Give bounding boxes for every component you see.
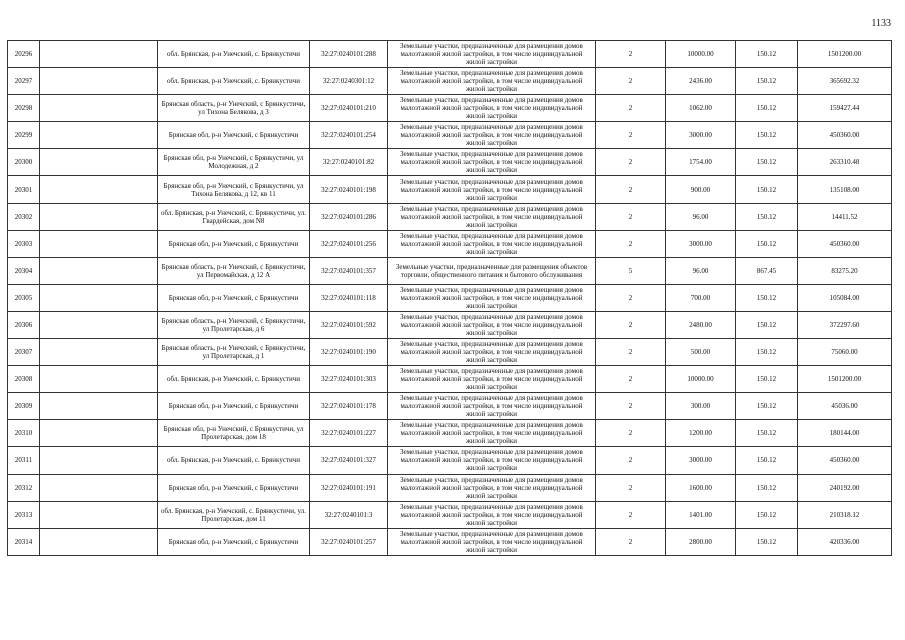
cadastral-number-cell: 32:27:0240101:198: [310, 176, 388, 203]
area-cell: 3000.00: [666, 122, 736, 149]
spacer-cell: [40, 95, 158, 122]
group-code-cell: 2: [596, 311, 666, 338]
page-number: 1133: [871, 18, 891, 29]
land-use-cell: Земельные участки, предназначенные для размещения домов малоэтажной жилой застройки, в том числе индивидуальной жилой застройки: [388, 68, 596, 95]
area-cell: 2436.00: [666, 68, 736, 95]
rate-cell: 150.12: [736, 230, 798, 257]
table-row: [8, 474, 892, 501]
table-row: [8, 176, 892, 203]
address-cell: Брянская обл, р-н Унечский, с Брянкустичи, ул Тихона Белякова, д 12, кв 11: [158, 176, 310, 203]
address-cell: Брянская обл, р-н Унечский, с Брянкустичи, ул Молодежная, д 2: [158, 149, 310, 176]
cadastral-value-cell: 450360.00: [798, 447, 892, 474]
group-code-cell: 2: [596, 230, 666, 257]
rate-cell: 150.12: [736, 149, 798, 176]
rate-cell: 150.12: [736, 420, 798, 447]
spacer-cell: [40, 176, 158, 203]
table-row: [8, 311, 892, 338]
area-cell: 3000.00: [666, 447, 736, 474]
table-row: [8, 149, 892, 176]
area-cell: 96.00: [666, 257, 736, 284]
rate-cell: 867.45: [736, 257, 798, 284]
cadastral-value-cell: 240192.00: [798, 474, 892, 501]
table-row: [8, 203, 892, 230]
address-cell: Брянская область, р-н Унечский, с Брянкустичи, ул Тихона Белякова, д 3: [158, 95, 310, 122]
area-cell: 1401.00: [666, 501, 736, 528]
rate-cell: 150.12: [736, 393, 798, 420]
address-cell: обл. Брянская, р-н Унечский, с. Брянкустичи: [158, 366, 310, 393]
area-cell: 3000.00: [666, 230, 736, 257]
record-number-cell: 20305: [8, 284, 40, 311]
cadastral-value-cell: 365692.32: [798, 68, 892, 95]
rate-cell: 150.12: [736, 311, 798, 338]
spacer-cell: [40, 339, 158, 366]
rate-cell: 150.12: [736, 284, 798, 311]
cadastral-number-cell: 32:27:0240101:256: [310, 230, 388, 257]
record-number-cell: 20300: [8, 149, 40, 176]
cadastral-number-cell: 32:27:0240101:210: [310, 95, 388, 122]
land-use-cell: Земельные участки, предназначенные для размещения домов малоэтажной жилой застройки, в том числе индивидуальной жилой застройки: [388, 393, 596, 420]
spacer-cell: [40, 284, 158, 311]
area-cell: 2480.00: [666, 311, 736, 338]
spacer-cell: [40, 366, 158, 393]
record-number-cell: 20297: [8, 68, 40, 95]
cadastral-value-cell: 450360.00: [798, 230, 892, 257]
cadastral-number-cell: 32:27:0240101:82: [310, 149, 388, 176]
land-use-cell: Земельные участки, предназначенные для размещения домов малоэтажной жилой застройки, в том числе индивидуальной жилой застройки: [388, 366, 596, 393]
table-row: [8, 393, 892, 420]
record-number-cell: 20308: [8, 366, 40, 393]
group-code-cell: 2: [596, 203, 666, 230]
group-code-cell: 2: [596, 528, 666, 555]
record-number-cell: 20314: [8, 528, 40, 555]
group-code-cell: 2: [596, 339, 666, 366]
rate-cell: 150.12: [736, 68, 798, 95]
record-number-cell: 20302: [8, 203, 40, 230]
rate-cell: 150.12: [736, 474, 798, 501]
spacer-cell: [40, 447, 158, 474]
table-row: [8, 420, 892, 447]
record-number-cell: 20310: [8, 420, 40, 447]
area-cell: 1062.00: [666, 95, 736, 122]
rate-cell: 150.12: [736, 447, 798, 474]
table-row: [8, 68, 892, 95]
cadastral-number-cell: 32:27:0240101:118: [310, 284, 388, 311]
address-cell: обл. Брянская, р-н Унечский, с. Брянкустичи, ул. Гвардейская, дом N8: [158, 203, 310, 230]
land-use-cell: Земельные участки, предназначенные для размещения домов малоэтажной жилой застройки, в том числе индивидуальной жилой застройки: [388, 284, 596, 311]
record-number-cell: 20298: [8, 95, 40, 122]
table-row: [8, 501, 892, 528]
rate-cell: 150.12: [736, 528, 798, 555]
record-number-cell: 20312: [8, 474, 40, 501]
area-cell: 1600.00: [666, 474, 736, 501]
cadastral-value-cell: 1501200.00: [798, 366, 892, 393]
area-cell: 300.00: [666, 393, 736, 420]
group-code-cell: 2: [596, 68, 666, 95]
record-number-cell: 20313: [8, 501, 40, 528]
cadastral-number-cell: 32:27:0240101:286: [310, 203, 388, 230]
table-row: [8, 528, 892, 555]
table-row: [8, 366, 892, 393]
area-cell: 2800.00: [666, 528, 736, 555]
rate-cell: 150.12: [736, 122, 798, 149]
address-cell: Брянская обл, р-н Унечский, с Брянкустичи: [158, 122, 310, 149]
cadastral-number-cell: 32:27:0240101:257: [310, 528, 388, 555]
rate-cell: 150.12: [736, 366, 798, 393]
area-cell: 1200.00: [666, 420, 736, 447]
group-code-cell: 2: [596, 149, 666, 176]
address-cell: Брянская обл, р-н Унечский, с Брянкустичи: [158, 284, 310, 311]
cadastral-value-cell: 105084.00: [798, 284, 892, 311]
record-number-cell: 20299: [8, 122, 40, 149]
cadastral-value-cell: 159427.44: [798, 95, 892, 122]
rate-cell: 150.12: [736, 41, 798, 68]
spacer-cell: [40, 122, 158, 149]
spacer-cell: [40, 41, 158, 68]
record-number-cell: 20311: [8, 447, 40, 474]
cadastral-registry-table: [7, 40, 892, 556]
area-cell: 96.00: [666, 203, 736, 230]
record-number-cell: 20296: [8, 41, 40, 68]
record-number-cell: 20306: [8, 311, 40, 338]
group-code-cell: 2: [596, 393, 666, 420]
address-cell: обл. Брянская, р-н Унечский, с. Брянкустичи, ул. Пролетарская, дом 11: [158, 501, 310, 528]
spacer-cell: [40, 528, 158, 555]
land-use-cell: Земельные участки, предназначенные для размещения домов малоэтажной жилой застройки, в том числе индивидуальной жилой застройки: [388, 149, 596, 176]
record-number-cell: 20301: [8, 176, 40, 203]
cadastral-value-cell: 1501200.00: [798, 41, 892, 68]
record-number-cell: 20307: [8, 339, 40, 366]
table-row: [8, 339, 892, 366]
address-cell: Брянская обл, р-н Унечский, с Брянкустичи: [158, 393, 310, 420]
cadastral-value-cell: 14411.52: [798, 203, 892, 230]
land-use-cell: Земельные участки, предназначенные для размещения домов малоэтажной жилой застройки, в том числе индивидуальной жилой застройки: [388, 501, 596, 528]
cadastral-number-cell: 32:27:0240101:178: [310, 393, 388, 420]
group-code-cell: 2: [596, 474, 666, 501]
group-code-cell: 2: [596, 447, 666, 474]
land-use-cell: Земельные участки, предназначенные для размещения домов малоэтажной жилой застройки, в том числе индивидуальной жилой застройки: [388, 176, 596, 203]
cadastral-value-cell: 210318.12: [798, 501, 892, 528]
area-cell: 700.00: [666, 284, 736, 311]
area-cell: 1754.00: [666, 149, 736, 176]
cadastral-value-cell: 83275.20: [798, 257, 892, 284]
cadastral-number-cell: 32:27:0240101:190: [310, 339, 388, 366]
cadastral-number-cell: 32:27:0240101:254: [310, 122, 388, 149]
table-row: [8, 41, 892, 68]
cadastral-value-cell: 263310.48: [798, 149, 892, 176]
rate-cell: 150.12: [736, 95, 798, 122]
land-use-cell: Земельные участки, предназначенные для размещения домов малоэтажной жилой застройки, в том числе индивидуальной жилой застройки: [388, 447, 596, 474]
cadastral-value-cell: 420336.00: [798, 528, 892, 555]
address-cell: Брянская область, р-н Унечский, с Брянкустичи, ул Пролетарская, д 1: [158, 339, 310, 366]
spacer-cell: [40, 257, 158, 284]
area-cell: 500.00: [666, 339, 736, 366]
cadastral-value-cell: 450360.00: [798, 122, 892, 149]
cadastral-value-cell: 75060.00: [798, 339, 892, 366]
table-row: [8, 230, 892, 257]
land-use-cell: Земельные участки, предназначенные для размещения домов малоэтажной жилой застройки, в том числе индивидуальной жилой застройки: [388, 230, 596, 257]
cadastral-number-cell: 32:27:0240101:288: [310, 41, 388, 68]
spacer-cell: [40, 474, 158, 501]
land-use-cell: Земельные участки, предназначенные для размещения домов малоэтажной жилой застройки, в том числе индивидуальной жилой застройки: [388, 339, 596, 366]
record-number-cell: 20309: [8, 393, 40, 420]
table-row: [8, 122, 892, 149]
group-code-cell: 5: [596, 257, 666, 284]
spacer-cell: [40, 149, 158, 176]
address-cell: Брянская область, р-н Унечский, с Брянкустичи, ул Первомайская, д 12 А: [158, 257, 310, 284]
cadastral-number-cell: 32:27:0240101:227: [310, 420, 388, 447]
group-code-cell: 2: [596, 420, 666, 447]
group-code-cell: 2: [596, 366, 666, 393]
rate-cell: 150.12: [736, 203, 798, 230]
spacer-cell: [40, 420, 158, 447]
address-cell: обл. Брянская, р-н Унечский, с. Брянкустичи: [158, 447, 310, 474]
land-use-cell: Земельные участки, предназначенные для размещения домов малоэтажной жилой застройки, в том числе индивидуальной жилой застройки: [388, 474, 596, 501]
rate-cell: 150.12: [736, 501, 798, 528]
table-body: [8, 41, 892, 556]
rate-cell: 150.12: [736, 339, 798, 366]
spacer-cell: [40, 68, 158, 95]
table-row: [8, 447, 892, 474]
cadastral-value-cell: 180144.00: [798, 420, 892, 447]
land-use-cell: Земельные участки, предназначенные для размещения домов малоэтажной жилой застройки, в том числе индивидуальной жилой застройки: [388, 528, 596, 555]
group-code-cell: 2: [596, 501, 666, 528]
cadastral-value-cell: 45036.00: [798, 393, 892, 420]
land-use-cell: Земельные участки, предназначенные для размещения домов малоэтажной жилой застройки, в том числе индивидуальной жилой застройки: [388, 41, 596, 68]
table-row: [8, 284, 892, 311]
spacer-cell: [40, 203, 158, 230]
address-cell: обл. Брянская, р-н Унечский, с. Брянкустичи: [158, 68, 310, 95]
spacer-cell: [40, 230, 158, 257]
area-cell: 900.00: [666, 176, 736, 203]
address-cell: Брянская обл, р-н Унечский, с Брянкустичи: [158, 528, 310, 555]
address-cell: Брянская область, р-н Унечский, с Брянкустичи, ул Пролетарская, д 6: [158, 311, 310, 338]
land-use-cell: Земельные участки, предназначенные для размещения домов малоэтажной жилой застройки, в том числе индивидуальной жилой застройки: [388, 122, 596, 149]
cadastral-number-cell: 32:27:0240101:327: [310, 447, 388, 474]
cadastral-number-cell: 32:27:0240101:592: [310, 311, 388, 338]
land-use-cell: Земельные участки, предназначенные для размещения домов малоэтажной жилой застройки, в том числе индивидуальной жилой застройки: [388, 203, 596, 230]
spacer-cell: [40, 501, 158, 528]
address-cell: Брянская обл, р-н Унечский, с Брянкустичи: [158, 230, 310, 257]
cadastral-number-cell: 32:27:0240301:12: [310, 68, 388, 95]
address-cell: Брянская обл, р-н Унечский, с Брянкустичи, ул Пролетарская, дом 18: [158, 420, 310, 447]
address-cell: обл. Брянская, р-н Унечский, с. Брянкустичи: [158, 41, 310, 68]
land-use-cell: Земельные участки, предназначенные для размещения объектов торговли, общественного питания и бытового обслуживания: [388, 257, 596, 284]
cadastral-number-cell: 32:27:0240101:303: [310, 366, 388, 393]
group-code-cell: 2: [596, 95, 666, 122]
spacer-cell: [40, 311, 158, 338]
cadastral-value-cell: 135108.00: [798, 176, 892, 203]
land-use-cell: Земельные участки, предназначенные для размещения домов малоэтажной жилой застройки, в том числе индивидуальной жилой застройки: [388, 420, 596, 447]
land-use-cell: Земельные участки, предназначенные для размещения домов малоэтажной жилой застройки, в том числе индивидуальной жилой застройки: [388, 311, 596, 338]
table-row: [8, 95, 892, 122]
cadastral-number-cell: 32:27:0240101:191: [310, 474, 388, 501]
cadastral-number-cell: 32:27:0240101:357: [310, 257, 388, 284]
address-cell: Брянская обл, р-н Унечский, с Брянкустичи: [158, 474, 310, 501]
table-row: [8, 257, 892, 284]
group-code-cell: 2: [596, 284, 666, 311]
rate-cell: 150.12: [736, 176, 798, 203]
group-code-cell: 2: [596, 122, 666, 149]
record-number-cell: 20304: [8, 257, 40, 284]
cadastral-number-cell: 32:27:0240101:3: [310, 501, 388, 528]
record-number-cell: 20303: [8, 230, 40, 257]
spacer-cell: [40, 393, 158, 420]
group-code-cell: 2: [596, 41, 666, 68]
area-cell: 10000.00: [666, 41, 736, 68]
land-use-cell: Земельные участки, предназначенные для размещения домов малоэтажной жилой застройки, в том числе индивидуальной жилой застройки: [388, 95, 596, 122]
cadastral-value-cell: 372297.60: [798, 311, 892, 338]
area-cell: 10000.00: [666, 366, 736, 393]
group-code-cell: 2: [596, 176, 666, 203]
